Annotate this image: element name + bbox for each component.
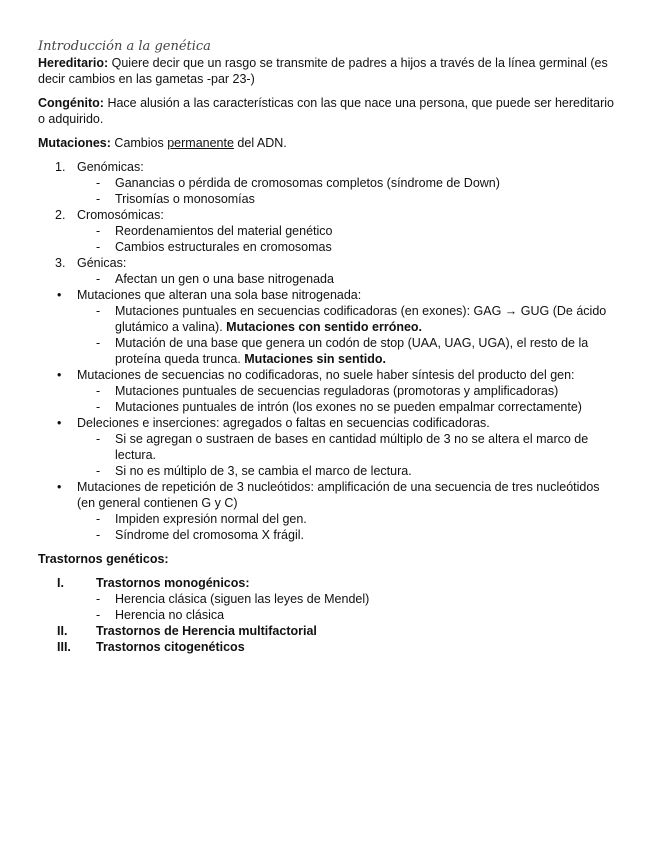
bullet-label: Deleciones e inserciones: agregados o faltas en secuencias codificadoras.	[77, 416, 490, 430]
dash-marker: -	[96, 176, 101, 190]
sub-item	[38, 527, 618, 543]
roman-item	[38, 623, 618, 639]
hereditario-text: Quiere decir que un rasgo se transmite de padres a hijos a través de la línea germinal (es decir cambios en las gametas -par 23-)	[38, 56, 608, 86]
list-number: 3.	[55, 256, 66, 270]
list-item	[38, 159, 618, 175]
congenito-term: Congénito:	[38, 96, 104, 110]
roman-item	[38, 575, 618, 591]
bullet-item	[38, 287, 618, 303]
dash-marker: -	[96, 240, 101, 254]
sub-item	[38, 335, 618, 367]
document-page	[38, 38, 618, 655]
dash-marker: -	[96, 224, 101, 238]
sub-item	[38, 191, 618, 207]
bullet-marker: •	[57, 480, 62, 494]
dash-marker: -	[96, 304, 101, 318]
sub-item	[38, 431, 618, 463]
congenito-paragraph	[38, 95, 618, 127]
list-number: 2.	[55, 208, 66, 222]
sub-text: Síndrome del cromosoma X frágil.	[115, 528, 304, 542]
dash-marker: -	[96, 400, 101, 414]
sub-text: Mutaciones puntuales de intrón (los exones no se pueden empalmar correctamente)	[115, 400, 582, 414]
sub-bold: Mutaciones sin sentido.	[244, 352, 386, 366]
sub-text: Ganancias o pérdida de cromosomas completos (síndrome de Down)	[115, 176, 500, 190]
sub-item	[38, 399, 618, 415]
roman-item	[38, 639, 618, 655]
bullet-marker: •	[57, 288, 62, 302]
roman-label: Trastornos citogenéticos	[96, 640, 245, 654]
trastornos-list	[38, 575, 618, 655]
bullet-label: Mutaciones que alteran una sola base nitrogenada:	[77, 288, 362, 302]
bullet-label: Mutaciones de secuencias no codificadoras, no suele haber síntesis del producto del gen:	[77, 368, 575, 382]
dash-marker: -	[96, 592, 101, 606]
mutaciones-term: Mutaciones:	[38, 136, 111, 150]
dash-marker: -	[96, 608, 101, 622]
sub-text: Impiden expresión normal del gen.	[115, 512, 307, 526]
list-label: Génicas:	[77, 256, 127, 270]
sub-text: Cambios estructurales en cromosomas	[115, 240, 332, 254]
bullet-item	[38, 367, 618, 383]
list-item	[38, 207, 618, 223]
sub-text: Si no es múltiplo de 3, se cambia el marco de lectura.	[115, 464, 412, 478]
list-item	[38, 255, 618, 271]
dash-marker: -	[96, 336, 101, 350]
sub-item	[38, 463, 618, 479]
mutaciones-pre: Cambios	[110, 136, 168, 150]
list-number: 1.	[55, 160, 66, 174]
congenito-text: Hace alusión a las características con las que nace una persona, que puede ser hereditario o adquirido.	[38, 96, 615, 126]
mutaciones-underlined: permanente	[167, 136, 234, 150]
dash-marker: -	[96, 512, 101, 526]
roman-number: III.	[57, 640, 71, 654]
sub-item	[38, 511, 618, 527]
page-title: Introducción a la genética	[38, 39, 211, 54]
mutaciones-post: del ADN.	[233, 136, 287, 150]
dash-marker: -	[96, 432, 101, 446]
sub-item	[38, 383, 618, 399]
dash-marker: -	[96, 192, 101, 206]
sub-text: Reordenamientos del material genético	[115, 224, 333, 238]
trastornos-heading	[38, 551, 618, 567]
bullet-item	[38, 479, 618, 511]
dash-marker: -	[96, 272, 101, 286]
sub-item	[38, 591, 618, 607]
mutaciones-paragraph	[38, 135, 618, 151]
sub-item	[38, 607, 618, 623]
sub-bold: Mutaciones con sentido erróneo.	[226, 320, 423, 334]
hereditario-term: Hereditario:	[38, 56, 109, 70]
sub-item	[38, 271, 618, 287]
bullet-marker: •	[57, 416, 62, 430]
sub-text: Herencia clásica (siguen las leyes de Mendel)	[115, 592, 370, 606]
sub-item	[38, 175, 618, 191]
sub-item	[38, 239, 618, 255]
sub-text: Mutación de una base que genera un codón de stop (UAA, UAG, UGA), el resto de la proteína queda trunca.	[115, 336, 589, 366]
roman-label: Trastornos de Herencia multifactorial	[96, 624, 317, 638]
sub-text: Mutaciones puntuales de secuencias reguladoras (promotoras y amplificadoras)	[115, 384, 559, 398]
list-label: Genómicas:	[77, 160, 144, 174]
dash-marker: -	[96, 464, 101, 478]
bullet-marker: •	[57, 368, 62, 382]
hereditario-paragraph	[38, 55, 618, 87]
roman-number: I.	[57, 576, 64, 590]
sub-text: Afectan un gen o una base nitrogenada	[115, 272, 334, 286]
roman-number: II.	[57, 624, 68, 638]
dash-marker: -	[96, 384, 101, 398]
sub-text: Si se agregan o sustraen de bases en cantidad múltiplo de 3 no se altera el marco de lectura.	[115, 432, 589, 462]
bullet-label: Mutaciones de repetición de 3 nucleótidos: amplificación de una secuencia de tres nucleótidos (en general contienen G y C)	[77, 480, 600, 510]
roman-label: Trastornos monogénicos:	[96, 576, 250, 590]
sub-text: Herencia no clásica	[115, 608, 225, 622]
list-label: Cromosómicas:	[77, 208, 164, 222]
bullet-item	[38, 415, 618, 431]
sub-text: Mutaciones puntuales en secuencias codificadoras (en exones): GAG → GUG (De ácido glutámico a valina).	[115, 304, 607, 334]
mutation-list	[38, 159, 618, 543]
dash-marker: -	[96, 528, 101, 542]
sub-text: Trisomías o monosomías	[115, 192, 255, 206]
sub-item	[38, 223, 618, 239]
trastornos-heading-text: Trastornos genéticos:	[38, 552, 169, 566]
sub-item	[38, 303, 618, 335]
